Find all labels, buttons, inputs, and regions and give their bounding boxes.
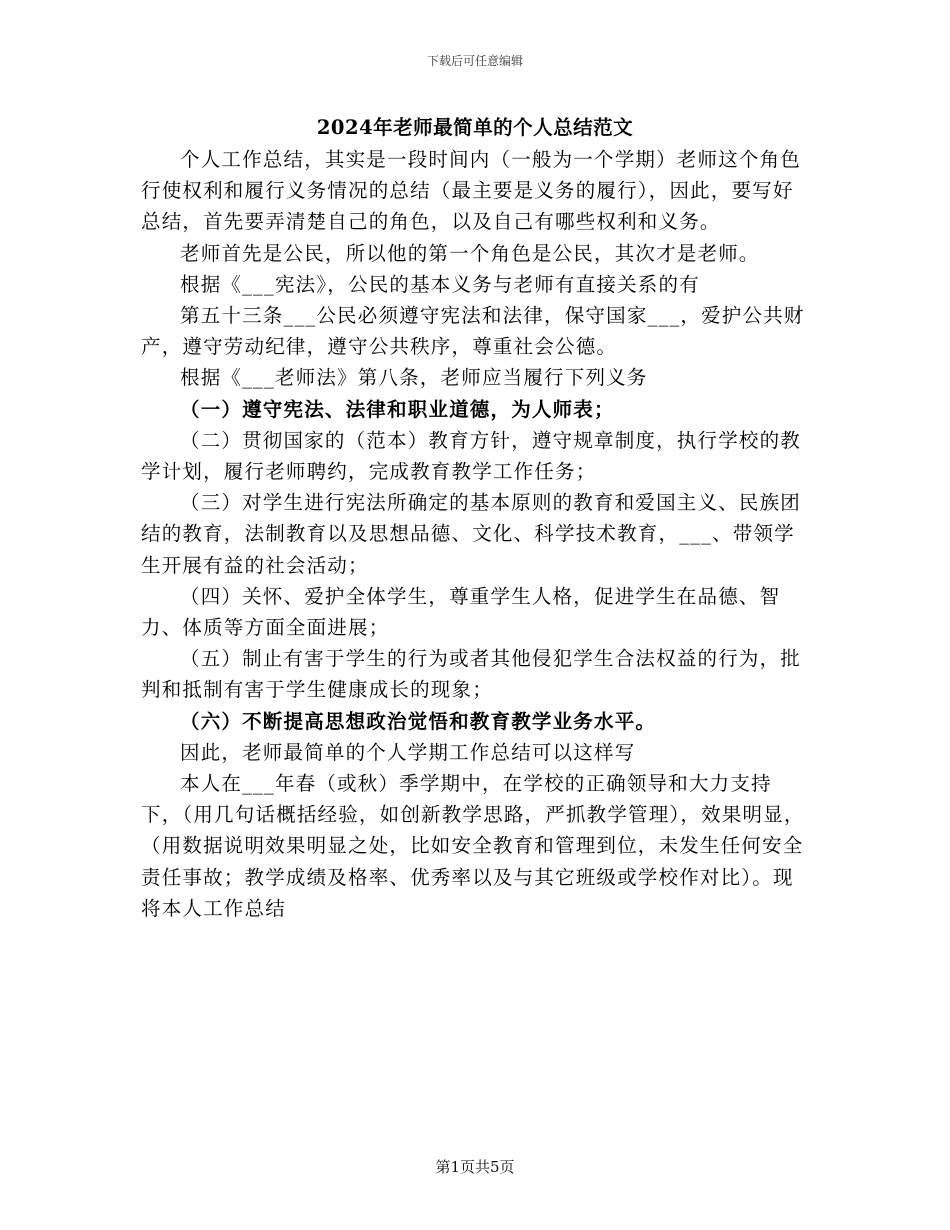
- paragraph: （三）对学生进行宪法所确定的基本原则的教育和爱国主义、民族团结的教育，法制教育以及思想品德、文化、科学技术教育，___、带领学生开展有益的社会活动；: [141, 491, 802, 577]
- paragraph: 第五十三条___公民必须遵守宪法和法律，保守国家___，爱护公共财产，遵守劳动纪律，遵守公共秩序，尊重社会公德。: [141, 304, 805, 359]
- paragraph: 因此，老师最简单的个人学期工作总结可以这样写: [180, 740, 636, 764]
- paragraph: （二）贯彻国家的（范本）教育方针，遵守规章制度，执行学校的教学计划，履行老师聘约，完成教育教学工作任务；: [141, 428, 802, 484]
- document-title: 2024年老师最简单的个人总结范文: [316, 116, 634, 139]
- paragraph: 根据《___宪法》，公民的基本义务与老师有直接关系的有: [180, 272, 700, 296]
- paragraph: （四）关怀、爱护全体学生，尊重学生人格，促进学生在品德、智力、体质等方面全面进展；: [141, 584, 781, 640]
- paragraph: 根据《___老师法》第八条，老师应当履行下列义务: [180, 366, 648, 390]
- paragraph: （五）制止有害于学生的行为或者其他侵犯学生合法权益的行为，批判和抵制有害于学生健康成长的现象；: [141, 647, 802, 702]
- page-header: 下载后可任意编辑: [426, 54, 523, 68]
- paragraph-bold: （六）不断提高思想政治觉悟和教育教学业务水平。: [180, 709, 657, 733]
- paragraph: 老师首先是公民，所以他的第一个角色是公民，其次才是老师。: [180, 241, 760, 265]
- page-footer: 第1页共5页: [435, 1158, 515, 1176]
- document-body: [141, 144, 809, 924]
- paragraph-bold: （一）遵守宪法、法律和职业道德，为人师表；: [180, 397, 615, 421]
- paragraph: 个人工作总结，其实是一段时间内（一般为一个学期）老师这个角色行使权利和履行义务情况的总结（最主要是义务的履行），因此，要写好总结，首先要弄清楚自己的角色，以及自己有哪些权利和义务。: [141, 148, 802, 234]
- paragraph: 本人在___年春（或秋）季学期中，在学校的正确领导和大力支持下，（用几句话概括经验，如创新教学思路，严抓教学管理），效果明显，（用数据说明效果明显之处，比如安全教育和管理到位，未发生任何安全责任事故；教学成绩及格率、优秀率以及与其它班级或学校作对比）。现将本人工作总结: [141, 772, 805, 920]
